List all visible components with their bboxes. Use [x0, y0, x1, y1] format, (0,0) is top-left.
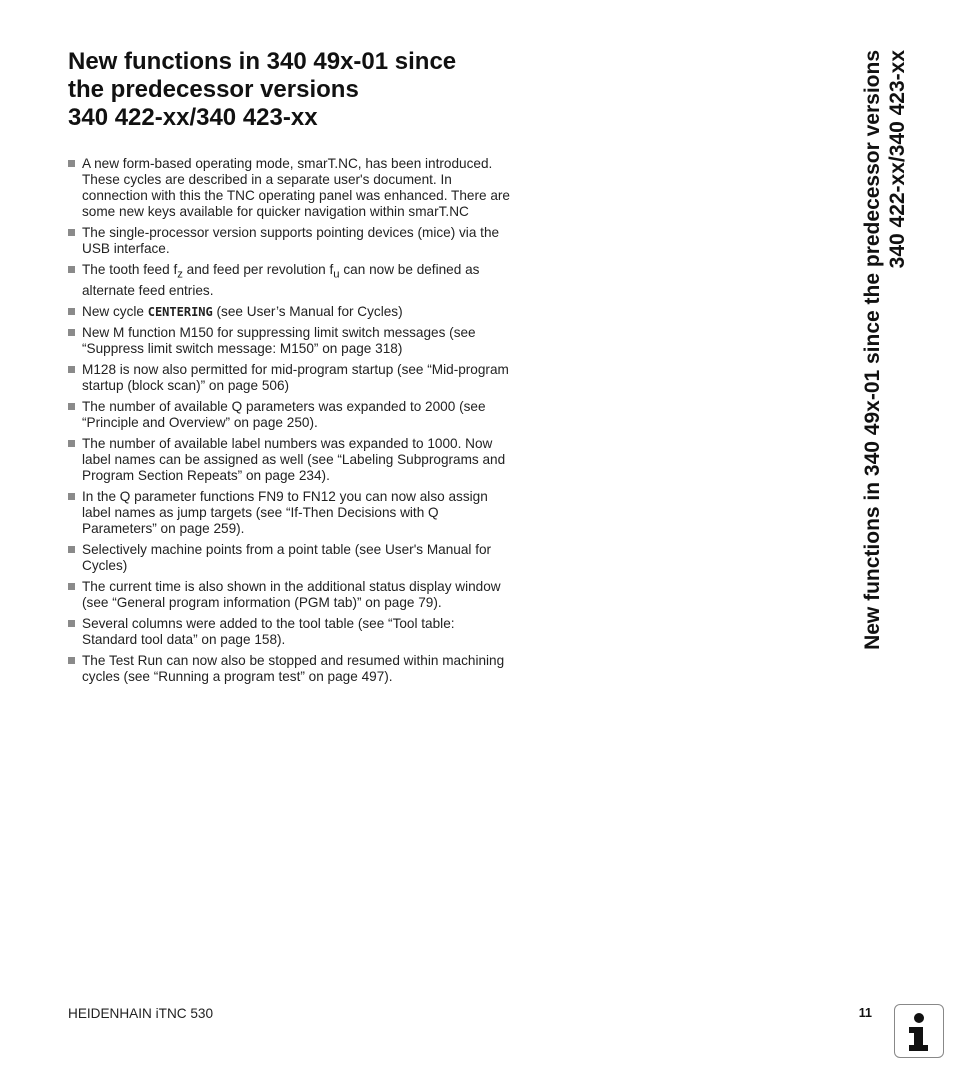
page-title	[68, 48, 538, 132]
bullet-icon	[68, 620, 75, 627]
item-text: can now be defined as alternate feed entries.	[82, 262, 480, 298]
list-item	[68, 489, 513, 537]
item-text: The number of available Q parameters was expanded to 2000 (see “Principle and Overview” on page 250).	[82, 398, 486, 430]
list-item	[68, 262, 513, 299]
list-item	[68, 579, 513, 611]
title-line-3: 340 422-xx/340 423-xx	[68, 104, 318, 131]
item-text: Selectively machine points from a point table (see User's Manual for Cycles)	[82, 541, 492, 573]
bullet-icon	[68, 308, 75, 315]
side-title-line-1: New functions in 340 49x-01 since the predecessor versions	[861, 50, 884, 650]
bullet-icon	[68, 229, 75, 236]
title-line-2: the predecessor versions	[68, 76, 359, 103]
item-text: and feed per revolution f	[182, 262, 334, 277]
bullet-icon	[68, 329, 75, 336]
page-number: 11	[858, 1006, 872, 1020]
bullet-icon	[68, 657, 75, 664]
item-text: The current time is also shown in the additional status display window (see “General program information (PGM tab)” on page 79).	[82, 578, 501, 610]
item-text: Several columns were added to the tool table (see “Tool table: Standard tool data” on page 158).	[82, 615, 455, 647]
subscript-u: u	[333, 268, 340, 281]
bullet-icon	[68, 366, 75, 373]
item-text: M128 is now also permitted for mid-program startup (see “Mid-program startup (block scan)” on page 506)	[82, 361, 509, 393]
item-text: A new form-based operating mode, smarT.NC, has been introduced. These cycles are described in a separate user's document. In connection with this the TNC operating panel was enhanced. There are some new keys available for quicker navigation within smarT.NC	[82, 156, 510, 219]
bullet-icon	[68, 583, 75, 590]
info-icon	[894, 1004, 944, 1058]
feature-list	[68, 156, 513, 690]
list-item	[68, 362, 513, 394]
cycle-code: CENTERING	[147, 304, 213, 319]
bullet-icon	[68, 440, 75, 447]
item-text: The tooth feed f	[82, 262, 178, 277]
list-item	[68, 325, 513, 357]
side-title-text	[860, 50, 940, 775]
bullet-icon	[68, 403, 75, 410]
bullet-icon	[68, 160, 75, 167]
list-item	[68, 156, 513, 220]
item-text: The Test Run can now also be stopped and resumed within machining cycles (see “Running a program test” on page 497).	[82, 652, 505, 684]
item-text: New M function M150 for suppressing limit switch messages (see “Suppress limit switch message: M150” on page 318)	[82, 324, 476, 356]
list-item	[68, 304, 513, 320]
item-text: New cycle	[82, 303, 148, 319]
subscript-z: z	[177, 268, 183, 281]
list-item	[68, 542, 513, 574]
side-title-line-2: 340 422-xx/340 423-xx	[886, 50, 909, 269]
list-item	[68, 653, 513, 685]
list-item	[68, 399, 513, 431]
item-text: (see User’s Manual for Cycles)	[212, 303, 403, 319]
item-text: The single-processor version supports pointing devices (mice) via the USB interface.	[82, 225, 500, 256]
item-text: In the Q parameter functions FN9 to FN12 you can now also assign label names as jump targets (see “If-Then Decisions with Q Parameters” on page 259).	[82, 488, 488, 536]
title-line-1: New functions in 340 49x-01 since	[68, 48, 457, 75]
bullet-icon	[68, 266, 75, 273]
list-item	[68, 225, 513, 257]
list-item	[68, 436, 513, 484]
footer-product: HEIDENHAIN iTNC 530	[68, 1006, 214, 1021]
bullet-icon	[68, 493, 75, 500]
item-text: The number of available label numbers was expanded to 1000. Now label names can be assigned as well (see “Labeling Subprograms and Program Section Repeats” on page 234).	[82, 435, 506, 483]
list-item	[68, 616, 513, 648]
bullet-icon	[68, 546, 75, 553]
side-running-title	[860, 50, 940, 775]
